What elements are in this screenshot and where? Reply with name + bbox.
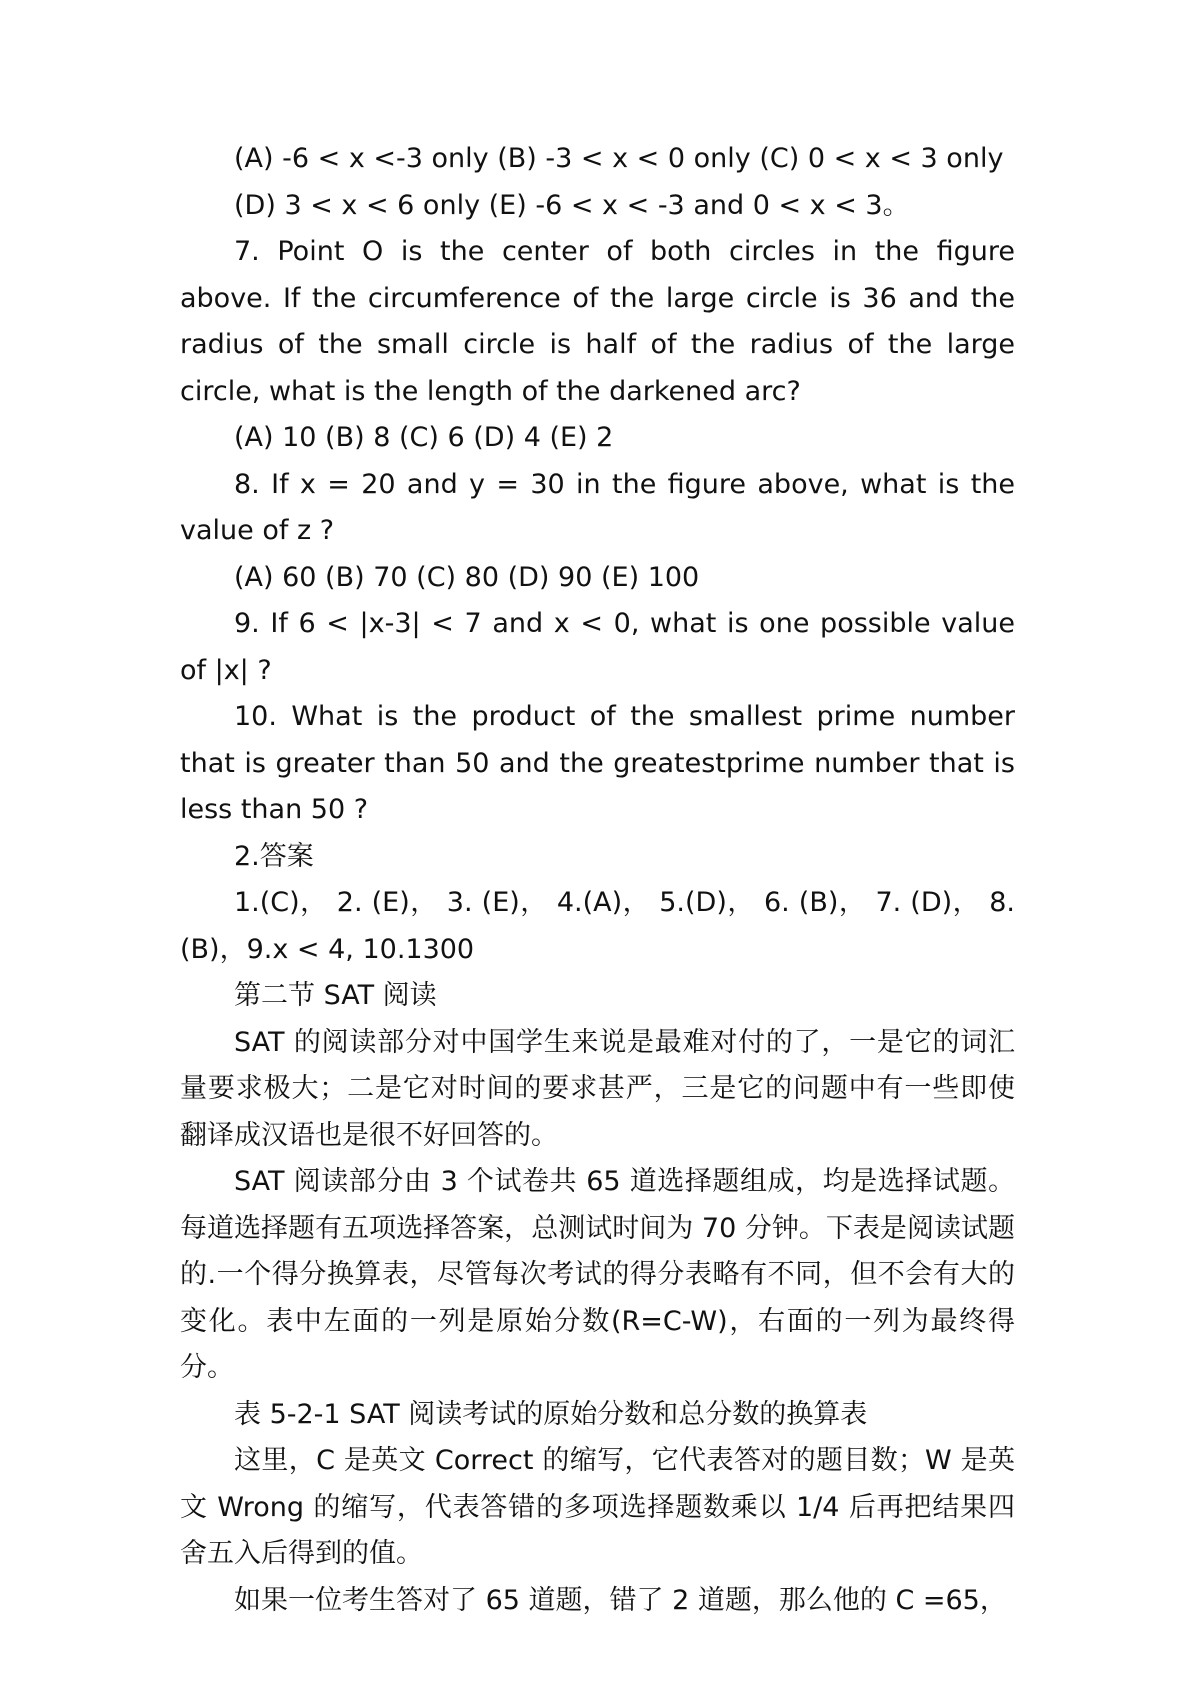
question-7: 7. Point O is the center of both circles in the figure above. If the circumference of the large circle is 36 and the radius of the small circle is half of the radius of the large circle, what is the length of the darkened arc? bbox=[180, 236, 1015, 407]
table-caption: 表 5-2-1 SAT 阅读考试的原始分数和总分数的换算表 bbox=[234, 1398, 868, 1430]
question-10: 10. What is the product of the smallest prime number that is greater than 50 and the greatestprime number that is less than 50 ? bbox=[180, 701, 1015, 825]
paragraph-reading-structure: SAT 阅读部分由 3 个试卷共 65 道选择题组成，均是选择试题。每道选择题有五项选择答案，总测试时间为 70 分钟。下表是阅读试题的.一个得分换算表，尽管每次考试的得分表略有不同，但不会有大的变化。表中左面的一列是原始分数(R=C-W)，右面的一列为最终得分。 bbox=[180, 1166, 1015, 1383]
answer-choices-q6-line1: (A) -6 < x <-3 only (B) -3 < x < 0 only (C) 0 < x < 3 only bbox=[234, 143, 1004, 174]
answers-heading: 2.答案 bbox=[234, 840, 314, 872]
answer-choices-q7: (A) 10 (B) 8 (C) 6 (D) 4 (E) 2 bbox=[234, 422, 614, 453]
answer-key: 1.(C)， 2. (E)， 3. (E)， 4.(A)， 5.(D)， 6. (B)， 7. (D)， 8. (B)，9.x < 4, 10.1300 bbox=[180, 887, 1015, 965]
answer-choices-q8: (A) 60 (B) 70 (C) 80 (D) 90 (E) 100 bbox=[234, 561, 700, 593]
paragraph-example: 如果一位考生答对了 65 道题，错了 2 道题，那么他的 C =65， bbox=[234, 1584, 1007, 1616]
question-8: 8. If x = 20 and y = 30 in the figure above, what is the value of z ? bbox=[180, 468, 1015, 546]
document-body bbox=[180, 136, 1015, 1624]
answer-choices-q6-line2: (D) 3 < x < 6 only (E) -6 < x < -3 and 0 < x < 3。 bbox=[234, 189, 910, 221]
question-9: 9. If 6 < |x-3| < 7 and x < 0, what is one possible value of |x| ? bbox=[180, 608, 1015, 686]
paragraph-reading-intro: SAT 的阅读部分对中国学生来说是最难对付的了，一是它的词汇量要求极大；二是它对时间的要求甚严，三是它的问题中有一些即使翻译成汉语也是很不好回答的。 bbox=[180, 1026, 1015, 1151]
paragraph-score-explanation: 这里，C 是英文 Correct 的缩写，它代表答对的题目数；W 是英文 Wrong 的缩写，代表答错的多项选择题数乘以 1/4 后再把结果四舍五入后得到的值。 bbox=[180, 1445, 1015, 1569]
section-heading: 第二节 SAT 阅读 bbox=[234, 980, 437, 1011]
